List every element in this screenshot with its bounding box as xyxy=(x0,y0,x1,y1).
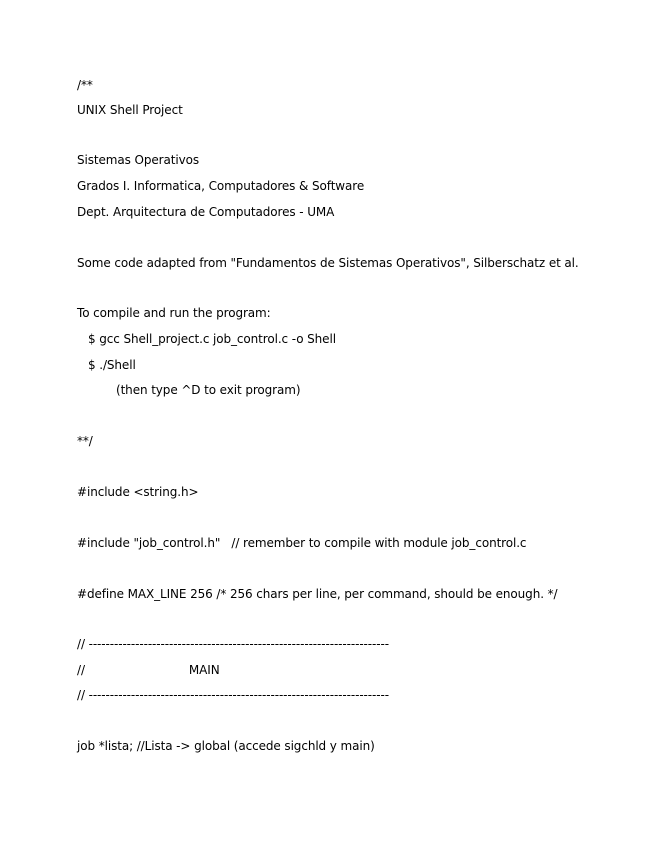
course-line: Sistemas Operativos xyxy=(77,153,199,167)
define-max-line-line: #define MAX_LINE 256 /* 256 chars per line, per command, should be enough. */ xyxy=(77,587,558,601)
degrees-line: Grados I. Informatica, Computadores & Software xyxy=(77,179,365,193)
include-string-line: #include <string.h> xyxy=(77,485,199,499)
comment-close-line: **/ xyxy=(77,434,93,448)
gcc-command-line: $ gcc Shell_project.c job_control.c -o Shell xyxy=(88,332,336,346)
project-title-line: UNIX Shell Project xyxy=(77,103,183,117)
global-job-list-line: job *lista; //Lista -> global (accede sigchld y main) xyxy=(77,739,375,753)
compile-instructions-line: To compile and run the program: xyxy=(77,306,271,320)
main-banner-line: // MAIN xyxy=(77,663,220,677)
comment-open-line: /** xyxy=(77,78,93,92)
separator-top-line: // ----------------------------------------------------------------------- xyxy=(77,637,389,651)
run-command-line: $ ./Shell xyxy=(88,358,136,372)
attribution-line: Some code adapted from "Fundamentos de Sistemas Operativos", Silberschatz et al. xyxy=(77,256,579,270)
include-job-control-line: #include "job_control.h" // remember to compile with module job_control.c xyxy=(77,536,527,550)
exit-note-line: (then type ^D to exit program) xyxy=(116,383,301,397)
department-line: Dept. Arquitectura de Computadores - UMA xyxy=(77,205,335,219)
separator-bottom-line: // ----------------------------------------------------------------------- xyxy=(77,688,389,702)
